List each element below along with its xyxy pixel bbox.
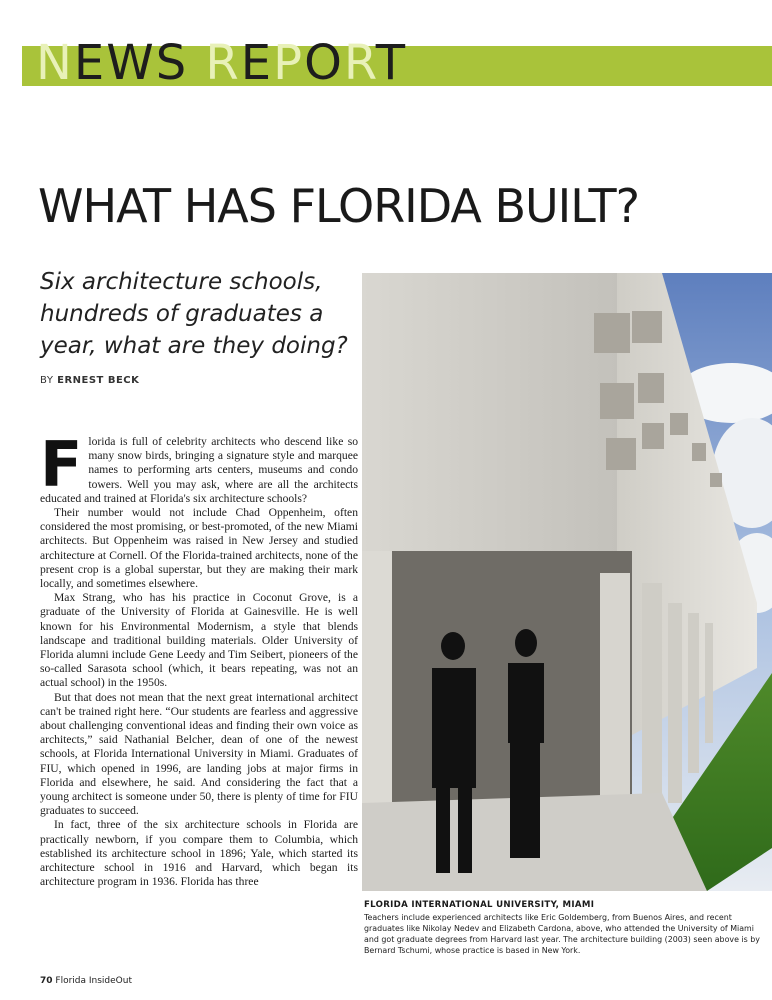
- paragraph: In fact, three of the six architecture schools in Florida are practically newborn, if you compare them to Columbia, which established its architecture school in 1896; Yale, which started its architecture school in 1916 and Harvard, which began its architecture program in 1936. Florida has three: [40, 818, 358, 889]
- caption-text: Teachers include experienced architects like Eric Goldemberg, from Buenos Aires, and recent graduates like Nikolay Nedev and Elizabeth Cardona, above, who attended the University of Miami and got graduate degrees from Harvard last year. The architecture building (2003) seen above is by Bernard Tschumi, whose practice is based in New York.: [364, 913, 760, 955]
- section-title-part: E: [240, 35, 274, 91]
- drop-cap: F: [40, 428, 83, 501]
- section-title-part: P: [273, 35, 305, 91]
- page-number: 70: [40, 976, 53, 986]
- paragraph: [40, 428, 358, 506]
- byline: [40, 375, 139, 386]
- section-title-part: EWS: [73, 35, 206, 91]
- building-photo: [362, 273, 772, 891]
- section-title-part: N: [36, 35, 74, 91]
- paragraph: But that does not mean that the next great international architect can't be trained right here. “Our students are fearless and aggressive about challenging conventional ideas and finding their own voice as architects,” said Nathanial Belcher, dean of one of the newest schools, at Florida International University in Miami. Graduates of FIU, which opened in 1996, are landing jobs at major firms in Florida and elsewhere, he said. And considering the fact that a young architect is someone under 50, there is plenty of time for FIU graduates to succeed.: [40, 690, 358, 818]
- section-title-part: R: [343, 35, 376, 91]
- section-title: [36, 37, 407, 89]
- magazine-name: Florida InsideOut: [55, 976, 132, 986]
- paragraph: Their number would not include Chad Oppenheim, often considered the most promising, or best-promoted, of the new Miami architects. But Oppenheim was raised in New Jersey and studied architecture at Cornell. Of the Florida-trained architects, none of the present crop is a global superstar, but they are making their mark locally, and sometimes elsewhere.: [40, 506, 358, 591]
- paragraph-text: lorida is full of celebrity architects who descend like so many snow birds, bringing a signature style and marquee names to performing arts centers, museums and condo towers. Well you may ask, where are all the architects educated and trained at Florida's six architecture schools?: [40, 435, 358, 505]
- byline-prefix: BY: [40, 375, 54, 386]
- section-title-part: O: [304, 35, 344, 91]
- page-footer: [40, 976, 132, 986]
- headline: WHAT HAS FLORIDA BUILT?: [38, 179, 640, 233]
- section-title-part: T: [375, 35, 408, 91]
- byline-author: ERNEST BECK: [57, 375, 140, 386]
- photo-caption: [364, 900, 764, 956]
- section-title-part: R: [205, 35, 241, 91]
- deck: Six architecture schools, hundreds of graduates a year, what are they doing?: [40, 269, 348, 359]
- paragraph: Max Strang, who has his practice in Coconut Grove, is a graduate of the University of Florida at Gainesville. He is well known for his Environmental Modernism, a style that blends landscape and traditional building materials. Older University of Florida alumni include Gene Leedy and Tim Seibert, pioneers of the so-called Sarasota school (which, it bears repeating, was not an actual school) in the 1950s.: [40, 591, 358, 690]
- article-body: [40, 428, 358, 890]
- caption-title: FLORIDA INTERNATIONAL UNIVERSITY, MIAMI: [364, 900, 595, 910]
